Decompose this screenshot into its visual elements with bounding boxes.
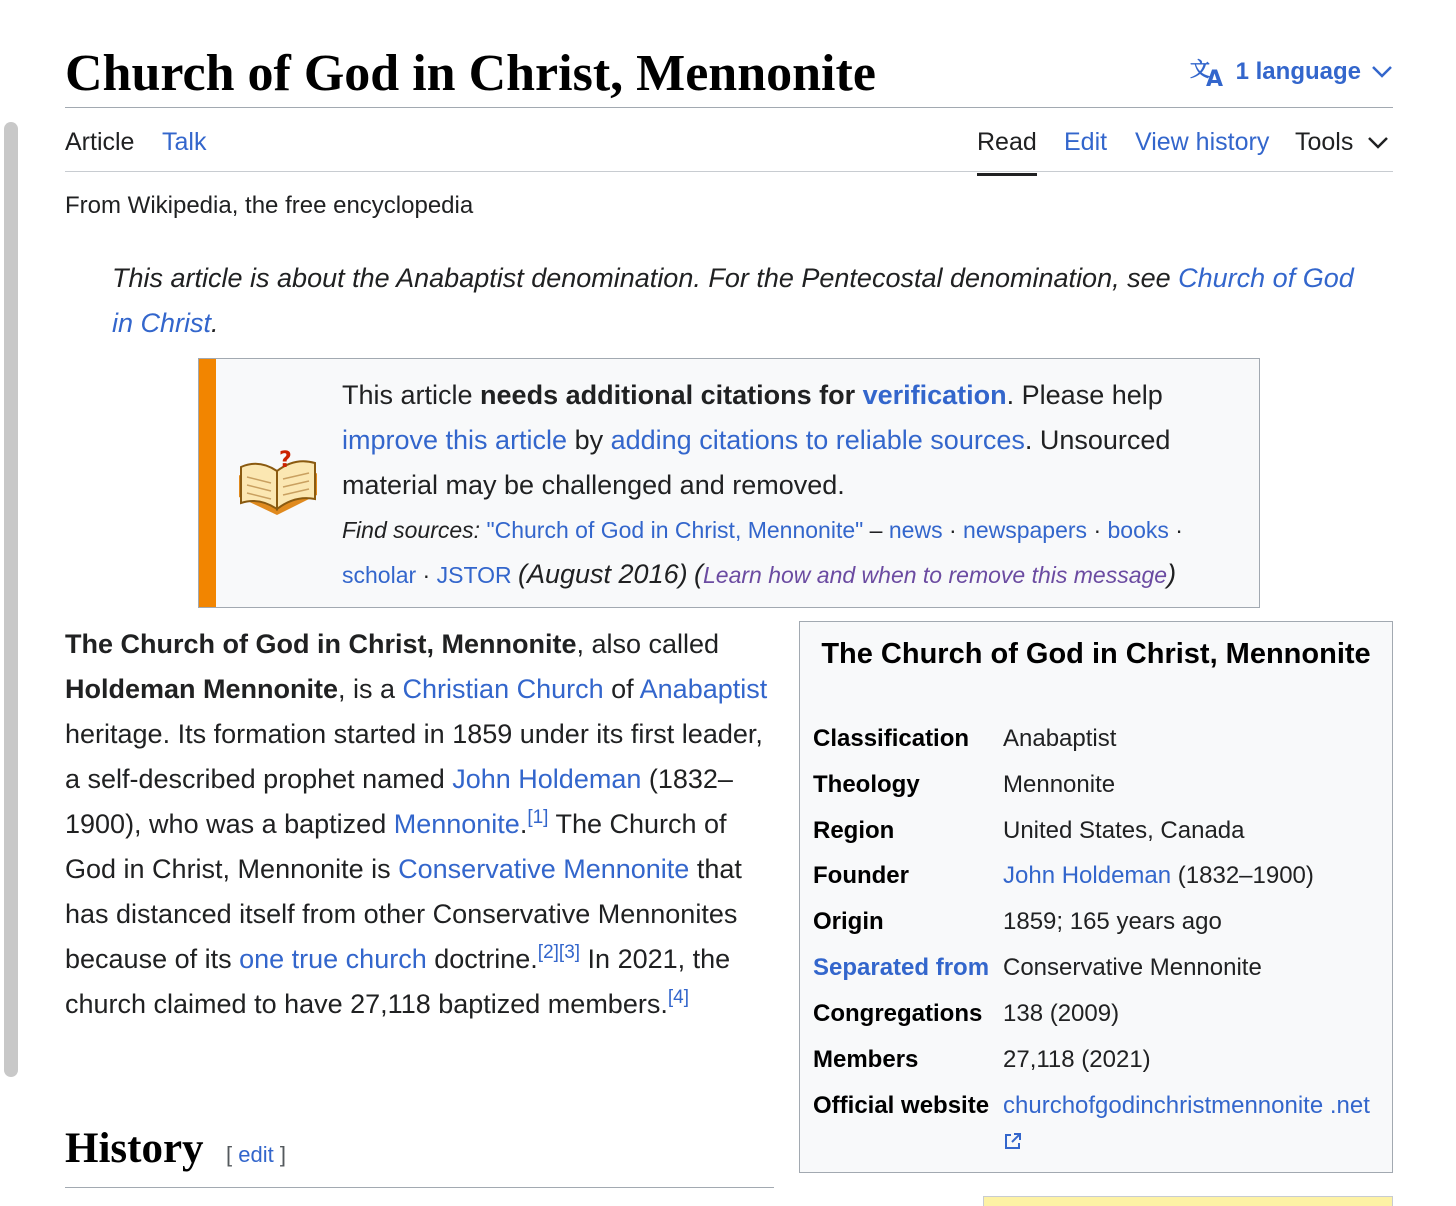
source-jstor-link[interactable]: JSTOR — [436, 562, 512, 588]
separator: – — [863, 517, 889, 543]
tools-menu[interactable] — [1295, 128, 1389, 157]
lead-text: In 2021, the church claimed to have 27,118 baptized members. — [65, 944, 731, 1019]
verification-link[interactable]: verification — [862, 380, 1007, 410]
lead-bold: Holdeman Mennonite — [65, 674, 339, 704]
svg-text:文: 文 — [1189, 57, 1210, 81]
tab-view-history[interactable]: View history — [1135, 128, 1270, 156]
hatnote — [112, 256, 1362, 346]
anabaptist-link[interactable]: Anabaptist — [639, 674, 768, 704]
learn-remove-message-link[interactable]: Learn how and when to remove this message — [702, 562, 1168, 588]
translate-icon — [1190, 56, 1226, 88]
infobox-value — [1003, 857, 1388, 895]
reference-link[interactable]: [4] — [667, 987, 689, 1008]
infobox-value: United States, Canada — [1003, 817, 1245, 844]
notice-text — [342, 373, 1232, 597]
page-scrollbar[interactable] — [4, 122, 18, 1077]
infobox — [799, 621, 1393, 1173]
adding-citations-link[interactable]: adding citations to reliable sources — [610, 425, 1025, 455]
official-website-link[interactable]: churchofgodinchristmennonite .net — [1003, 1092, 1370, 1119]
lead-text: The Church of God in Christ, Mennonite is — [65, 809, 727, 884]
separator: · — [942, 517, 964, 543]
lead-text: , also called — [576, 629, 720, 659]
founder-link[interactable]: John Holdeman — [1003, 862, 1172, 889]
bracket: ] — [273, 1142, 286, 1167]
title-bar — [65, 40, 1393, 108]
external-link-icon — [1003, 1130, 1023, 1157]
source-query-link[interactable]: "Church of God in Christ, Mennonite" — [486, 517, 864, 543]
next-notice-box — [983, 1196, 1393, 1206]
paren: ( — [693, 559, 703, 589]
notice-text-part: . Please help — [1006, 380, 1163, 410]
language-button[interactable] — [1190, 56, 1393, 88]
paren: ) — [1167, 559, 1177, 589]
lead-bold: The Church of God in Christ, Mennonite — [65, 629, 577, 659]
find-sources — [342, 508, 1232, 597]
lead-text: of — [603, 674, 640, 704]
infobox-value-link[interactable]: Anabaptist — [1003, 725, 1117, 752]
infobox-label: Members — [813, 1046, 919, 1073]
tools-label: Tools — [1295, 128, 1354, 156]
reference-link[interactable]: [2] — [537, 942, 559, 963]
notice-date: (August 2016) — [517, 559, 688, 589]
one-true-church-link[interactable]: one true church — [239, 944, 427, 974]
page-title: Church of God in Christ, Mennonite — [65, 45, 876, 102]
notice-text-part: . Unsourced material may be challenged and removed. — [342, 425, 1171, 500]
lead-text: that has distanced itself from other Conservative Mennonites because of its — [65, 854, 742, 974]
infobox-label: Founder — [813, 862, 909, 889]
infobox-label: Origin — [813, 908, 884, 935]
notice-accent-bar — [199, 359, 216, 607]
infobox-value — [1003, 1087, 1388, 1163]
source-newspapers-link[interactable]: newspapers — [963, 517, 1088, 543]
founder-years: (1832–1900) — [1171, 862, 1314, 889]
tab-article[interactable]: Article — [65, 128, 135, 156]
infobox-label: Classification — [813, 725, 970, 752]
christian-church-link[interactable]: Christian Church — [402, 674, 604, 704]
edit-section-link[interactable]: edit — [238, 1142, 274, 1167]
language-label: 1 language — [1235, 58, 1361, 85]
hatnote-text: This article is about the Anabaptist denomination. For the Pentecostal denomination, see — [112, 263, 1179, 293]
infobox-title: The Church of God in Christ, Mennonite — [821, 638, 1371, 670]
separated-from-label-link[interactable]: Separated from — [813, 954, 990, 981]
conservative-mennonite-link[interactable]: Conservative Mennonite — [398, 854, 690, 884]
lead-text: doctrine. — [426, 944, 538, 974]
tab-read[interactable]: Read — [977, 128, 1037, 176]
hatnote-link[interactable]: Church of God in Christ — [112, 263, 1354, 338]
chevron-down-icon — [1371, 65, 1393, 79]
chevron-down-icon — [1367, 128, 1389, 157]
separator: · — [416, 562, 437, 588]
infobox-label: Congregations — [813, 1000, 983, 1027]
source-news-link[interactable]: news — [888, 517, 943, 543]
lead-text: heritage. Its formation started in 1859 under its first leader, a self-described prophet named — [65, 719, 763, 794]
source-books-link[interactable]: books — [1107, 517, 1169, 543]
improve-article-link[interactable]: improve this article — [342, 425, 568, 455]
notice-bold: needs additional citations for — [480, 380, 863, 410]
hatnote-end: . — [211, 308, 219, 338]
section-title: History — [65, 1125, 204, 1172]
source-scholar-link[interactable]: scholar — [342, 562, 417, 588]
lead-text: , is a — [338, 674, 403, 704]
page-tabs — [65, 108, 1393, 172]
separator: · — [1087, 517, 1108, 543]
infobox-value: 1859; 165 years ago — [1003, 908, 1222, 935]
infobox-label: Theology — [813, 771, 920, 798]
notice-text-part: This article — [342, 380, 481, 410]
svg-text:?: ? — [279, 448, 292, 473]
bracket: [ — [226, 1142, 239, 1167]
tab-talk[interactable]: Talk — [162, 128, 207, 156]
john-holdeman-link[interactable]: John Holdeman — [452, 764, 642, 794]
question-book-icon — [235, 445, 321, 522]
lead-paragraph — [65, 622, 777, 1027]
infobox-label: Official website — [813, 1092, 990, 1119]
notice-text-part: by — [567, 425, 611, 455]
infobox-value-link[interactable]: Mennonite — [1003, 771, 1116, 798]
infobox-value-link[interactable]: Conservative Mennonite — [1003, 954, 1262, 981]
infobox-value: 27,118 (2021) — [1003, 1046, 1151, 1073]
reference-link[interactable]: [1] — [527, 807, 549, 828]
section-edit — [226, 1142, 286, 1168]
citation-needed-notice — [198, 358, 1260, 608]
reference-link[interactable]: [3] — [558, 942, 581, 963]
mennonite-link[interactable]: Mennonite — [393, 809, 520, 839]
find-sources-label: Find sources: — [342, 517, 481, 543]
infobox-value: 138 (2009) — [1003, 1000, 1120, 1027]
svg-text:A: A — [1205, 67, 1223, 88]
tab-edit[interactable]: Edit — [1064, 128, 1108, 156]
separator: · — [1168, 517, 1183, 543]
history-section-heading — [65, 1124, 774, 1188]
lead-text: (1832–1900), who was a baptized — [65, 764, 733, 839]
infobox-label: Region — [813, 817, 895, 844]
lead-text: . — [519, 809, 528, 839]
site-tagline: From Wikipedia, the free encyclopedia — [65, 192, 474, 219]
